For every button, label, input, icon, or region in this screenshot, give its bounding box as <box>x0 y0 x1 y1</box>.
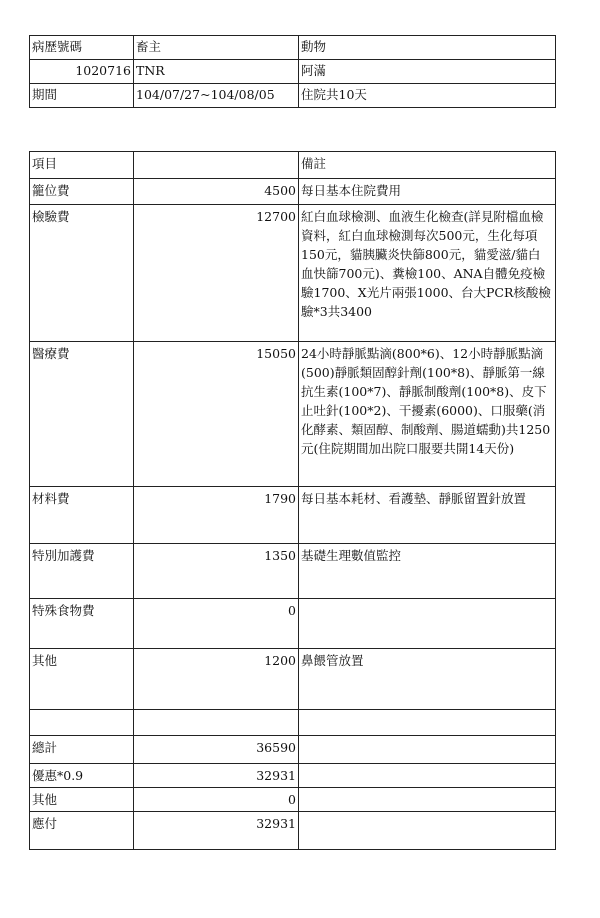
animal-header: 動物 <box>299 36 556 60</box>
billing-row-special-care-fee <box>30 544 556 599</box>
info-value-row <box>30 60 556 84</box>
billing-row-blank <box>30 710 556 736</box>
item-label: 醫療費 <box>30 342 134 487</box>
item-remark: 紅白血球檢測、血液生化檢查(詳見附檔血檢資料，紅白血球檢測每次500元，生化每項150元，貓胰臟炎快篩800元，貓愛滋/貓白血快篩700元)、糞檢100、ANA自體免疫檢驗1700、X光片兩張1000、台大PCR核酸檢驗*3共3400 <box>299 205 556 342</box>
billing-table <box>29 151 556 850</box>
billing-row-other-fee <box>30 649 556 710</box>
amount-due-value: 32931 <box>134 812 299 850</box>
item-label: 特殊食物費 <box>30 599 134 649</box>
amount-due-label: 應付 <box>30 812 134 850</box>
remark-column-header: 備註 <box>299 152 556 179</box>
billing-row-medical-fee <box>30 342 556 487</box>
item-column-header: 項目 <box>30 152 134 179</box>
item-amount: 12700 <box>134 205 299 342</box>
other-adjustment-amount: 0 <box>134 788 299 812</box>
billing-row-lab-fee <box>30 205 556 342</box>
discount-row <box>30 764 556 788</box>
info-period-row <box>30 84 556 108</box>
item-remark: 鼻餵管放置 <box>299 649 556 710</box>
total-row <box>30 736 556 764</box>
info-header-row <box>30 36 556 60</box>
other-adjustment-row <box>30 788 556 812</box>
owner-value: TNR <box>134 60 299 84</box>
period-label: 期間 <box>30 84 134 108</box>
item-amount: 1350 <box>134 544 299 599</box>
item-amount: 4500 <box>134 179 299 205</box>
amount-due-remark <box>299 812 556 850</box>
item-remark <box>299 710 556 736</box>
total-amount: 36590 <box>134 736 299 764</box>
item-amount: 0 <box>134 599 299 649</box>
item-remark: 基礎生理數值監控 <box>299 544 556 599</box>
item-label: 檢驗費 <box>30 205 134 342</box>
discount-remark <box>299 764 556 788</box>
total-label: 總計 <box>30 736 134 764</box>
item-remark: 每日基本住院費用 <box>299 179 556 205</box>
billing-row-material-fee <box>30 487 556 544</box>
item-label: 材料費 <box>30 487 134 544</box>
owner-header: 畜主 <box>134 36 299 60</box>
stay-summary: 住院共10天 <box>299 84 556 108</box>
item-label: 籠位費 <box>30 179 134 205</box>
amount-due-row <box>30 812 556 850</box>
item-amount: 1790 <box>134 487 299 544</box>
item-remark: 每日基本耗材、看護墊、靜脈留置針放置 <box>299 487 556 544</box>
item-label: 特別加護費 <box>30 544 134 599</box>
total-remark <box>299 736 556 764</box>
record-number-header: 病歷號碼 <box>30 36 134 60</box>
patient-info-table <box>29 35 556 108</box>
billing-row-cage-fee <box>30 179 556 205</box>
other-adjustment-label: 其他 <box>30 788 134 812</box>
item-label: 其他 <box>30 649 134 710</box>
item-amount: 15050 <box>134 342 299 487</box>
billing-header-row <box>30 152 556 179</box>
item-amount <box>134 710 299 736</box>
discount-amount: 32931 <box>134 764 299 788</box>
billing-row-special-food-fee <box>30 599 556 649</box>
discount-label: 優惠*0.9 <box>30 764 134 788</box>
record-number-value: 1020716 <box>30 60 134 84</box>
item-remark <box>299 599 556 649</box>
animal-value: 阿滿 <box>299 60 556 84</box>
item-amount: 1200 <box>134 649 299 710</box>
item-remark: 24小時靜脈點滴(800*6)、12小時靜脈點滴(500)靜脈類固醇針劑(100*8)、靜脈第一線抗生素(100*7)、靜脈制酸劑(100*8)、皮下止吐針(100*2)、干擾素(6000)、口服藥(消化酵素、類固醇、制酸劑、腸道蠕動)共1250元(住院期間加出院口服要共開14天份) <box>299 342 556 487</box>
item-label <box>30 710 134 736</box>
other-adjustment-remark <box>299 788 556 812</box>
amount-column-header <box>134 152 299 179</box>
period-dates: 104/07/27~104/08/05 <box>134 84 299 108</box>
